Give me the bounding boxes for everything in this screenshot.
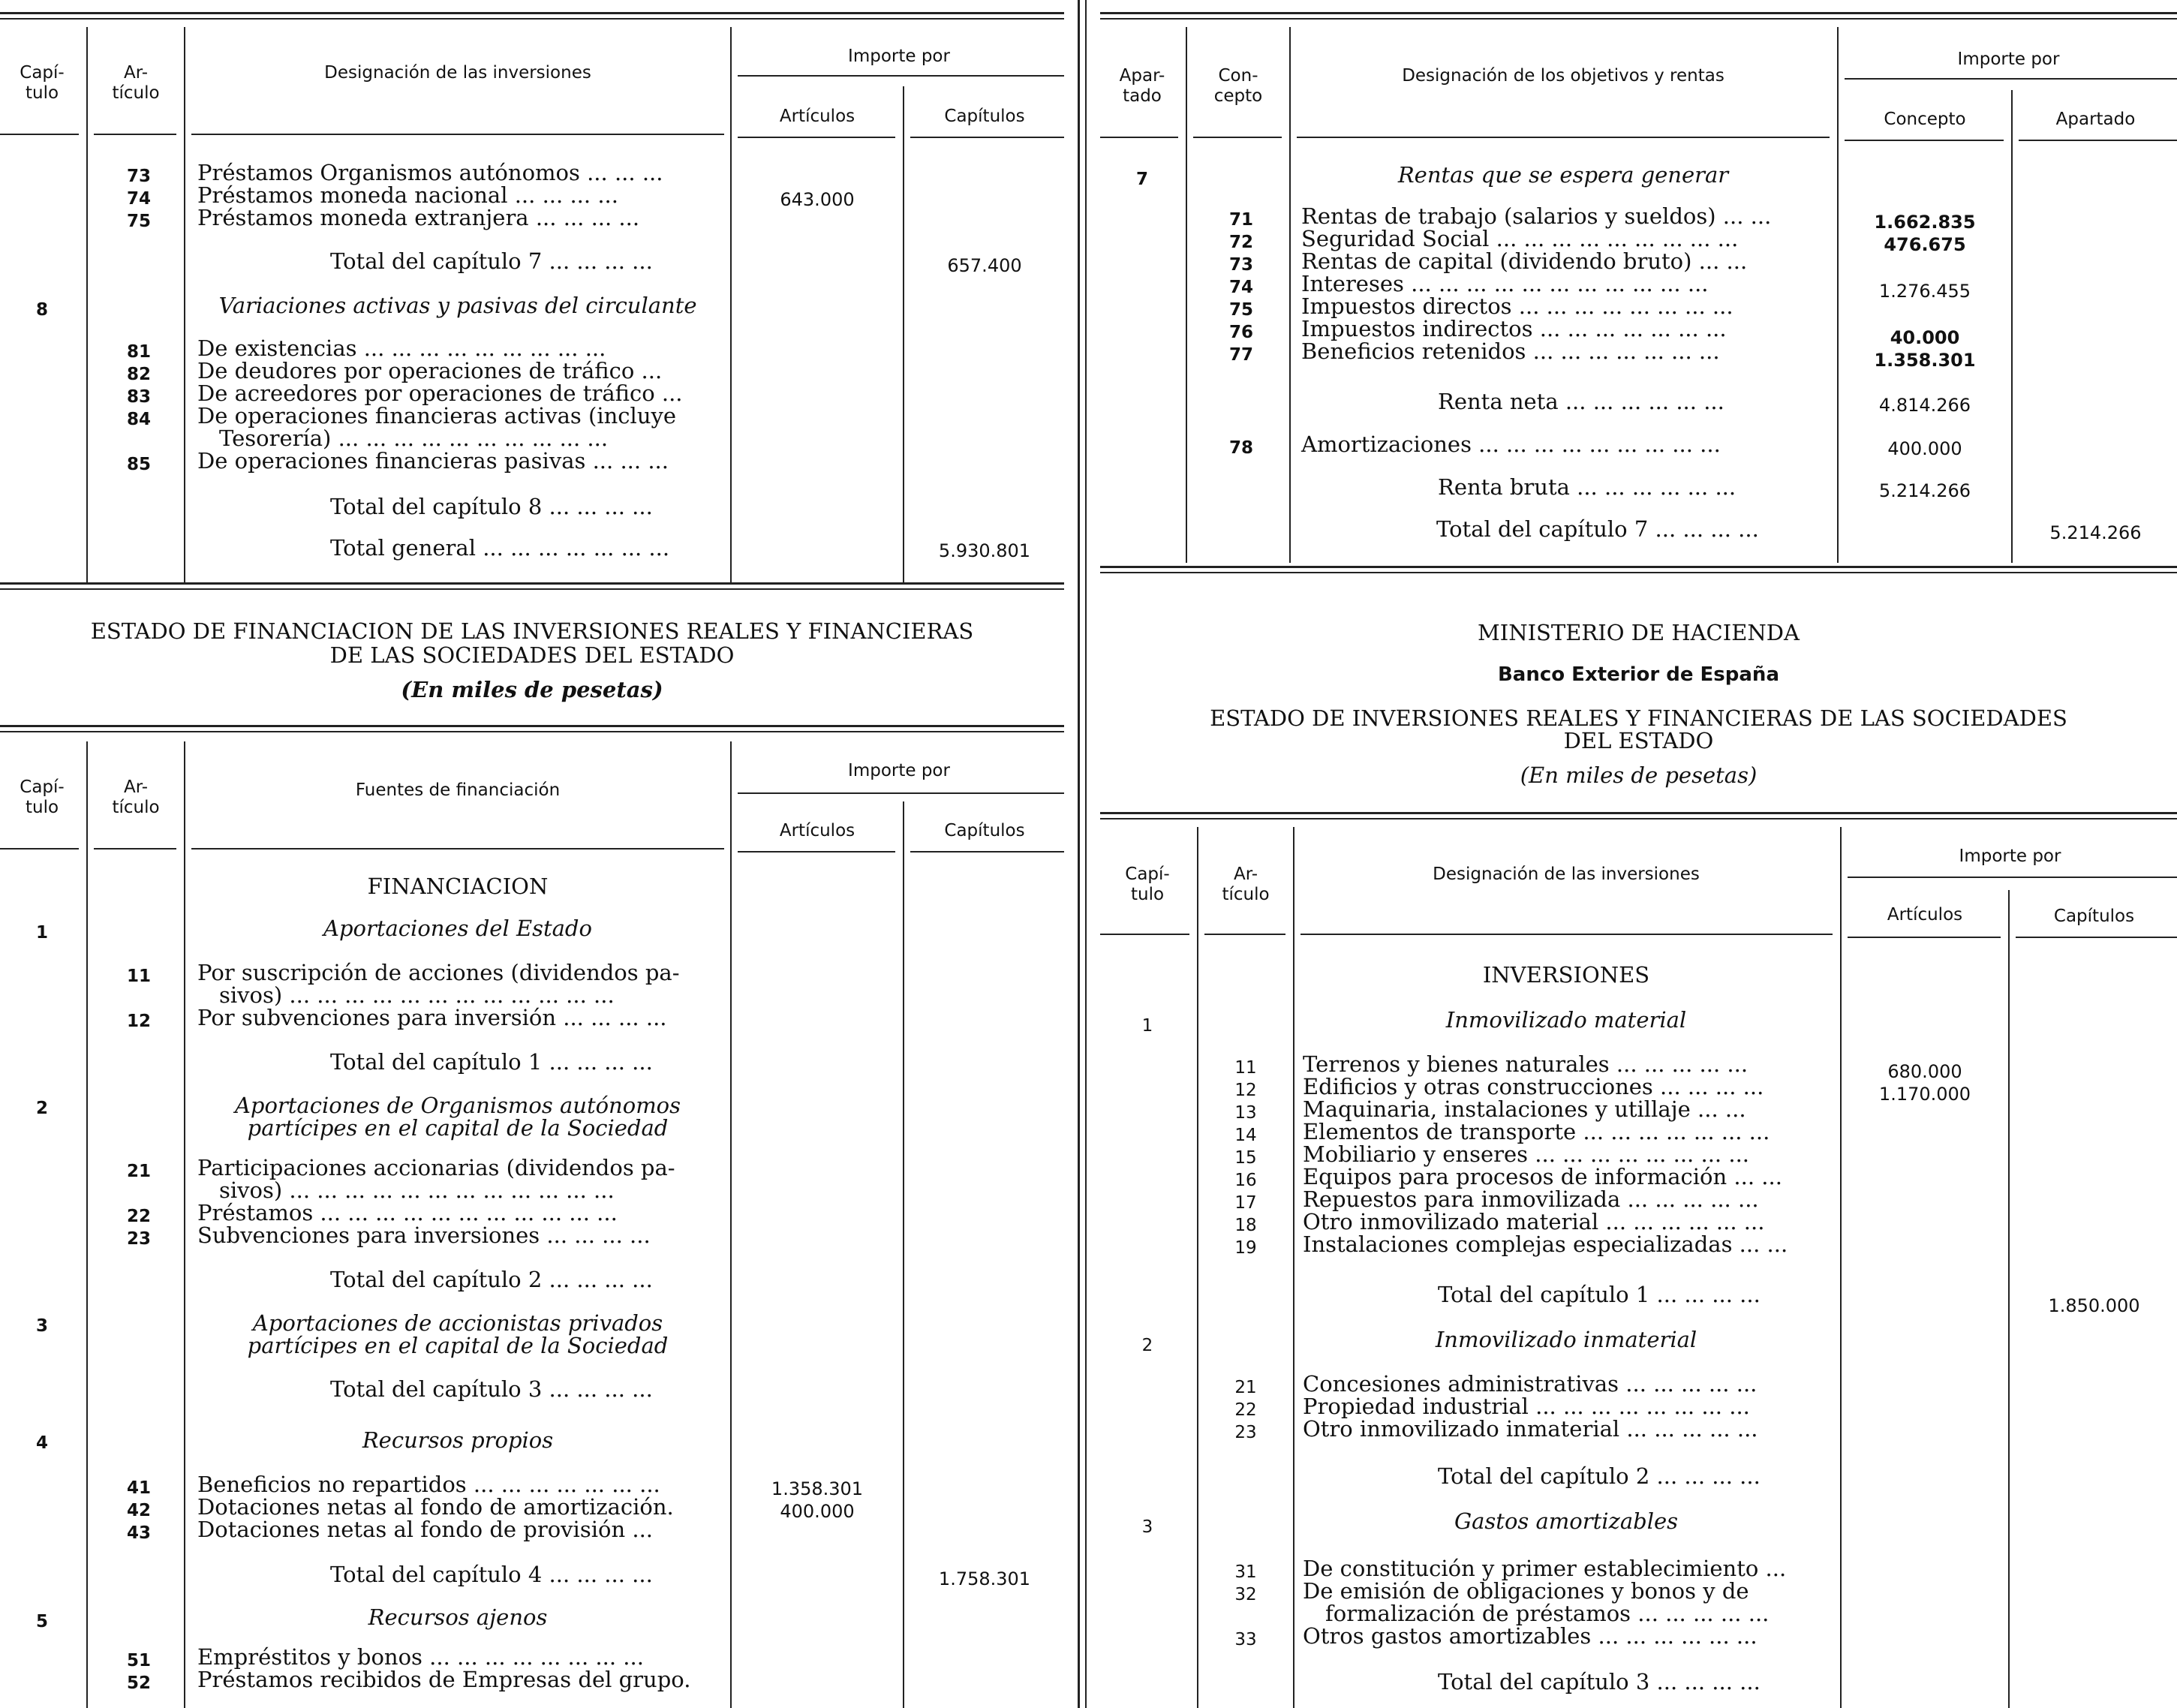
- article-number: 14: [1234, 1126, 1257, 1145]
- rule: [1848, 937, 2001, 938]
- row-text: Rentas de capital (dividendo bruto) ... ...: [1301, 248, 1748, 274]
- section-title: Inmovilizado material: [1445, 1007, 1687, 1033]
- header-apartado: Apar- tado: [1119, 66, 1165, 106]
- article-number: 22: [126, 1207, 151, 1226]
- article-number: 17: [1234, 1193, 1257, 1213]
- rule: [1193, 137, 1282, 138]
- rule: [1100, 572, 2177, 573]
- row-text: Intereses ... ... ... ... ... ... ... ... ... ... ...: [1301, 271, 1709, 296]
- rule: [1297, 137, 1830, 138]
- total-capitulo-8: Total del capítulo 8 ... ... ... ...: [330, 494, 653, 519]
- section-title: Aportaciones de Organismos autónomos: [234, 1093, 681, 1118]
- row-text: Beneficios no repartidos ... ... ... ... ... ... ...: [197, 1472, 660, 1497]
- rule: [86, 27, 88, 582]
- article-number: 18: [1234, 1216, 1257, 1235]
- article-number: 23: [126, 1229, 151, 1249]
- total-capitulo-3: Total del capítulo 3 ... ... ... ...: [1438, 1669, 1761, 1694]
- section-title: DEL ESTADO: [1563, 728, 1714, 753]
- article-number: 85: [126, 455, 151, 474]
- subtitle: (En miles de pesetas): [1520, 762, 1758, 788]
- row-text: De deudores por operaciones de tráfico ...: [197, 358, 663, 383]
- rule: [903, 86, 904, 582]
- header-articulo: Ar- tículo: [112, 63, 160, 103]
- article-number: 22: [1234, 1400, 1257, 1420]
- rule: [1100, 812, 2177, 814]
- article-number: 23: [1234, 1423, 1257, 1442]
- row-text: Concesiones administrativas ... ... ... ... ...: [1303, 1371, 1758, 1397]
- rule: [2011, 90, 2013, 563]
- rule: [0, 582, 1064, 585]
- row-text: Rentas de trabajo (salarios y sueldos) ... ...: [1301, 203, 1772, 229]
- rule: [0, 731, 1064, 732]
- article-number: 11: [126, 967, 151, 986]
- rule: [738, 75, 1064, 77]
- header-capitulos: Capítulos: [944, 107, 1025, 126]
- renta-neta: Renta neta ... ... ... ... ... ...: [1438, 389, 1724, 414]
- rule: [1100, 12, 2177, 14]
- header-importe-por: Importe por: [1959, 846, 2061, 866]
- concept-number: 71: [1228, 210, 1253, 230]
- row-text: De operaciones financieras pasivas ... ... ...: [197, 448, 669, 474]
- rule: [730, 27, 732, 582]
- article-number: 19: [1234, 1238, 1257, 1258]
- header-designacion: Designación de las inversiones: [324, 63, 591, 83]
- rule: [730, 741, 732, 1708]
- subtitle: (En miles de pesetas): [401, 677, 663, 702]
- article-number: 42: [126, 1501, 151, 1520]
- value-concepto: 1.662.835: [1874, 212, 1976, 233]
- row-text: Préstamos recibidos de Empresas del grupo.: [197, 1667, 691, 1692]
- header-capitulos: Capítulos: [2053, 907, 2135, 926]
- row-text: De emisión de obligaciones y bonos y de: [1303, 1578, 1749, 1604]
- row-text-cont: sivos) ... ... ... ... ... ... ... ... ... ... ... ...: [219, 1177, 615, 1203]
- rule: [738, 851, 895, 852]
- renta-bruta: Renta bruta ... ... ... ... ... ...: [1438, 474, 1736, 500]
- total-general: Total general ... ... ... ... ... ... ...: [330, 535, 670, 561]
- row-text: Subvenciones para inversiones ... ... ... ...: [197, 1222, 651, 1248]
- row-text: De operaciones financieras activas (incluye: [197, 403, 677, 429]
- value-concepto: 400.000: [1887, 438, 1962, 459]
- total-capitulo-2: Total del capítulo 2 ... ... ... ...: [1438, 1463, 1761, 1489]
- section-title: Gastos amortizables: [1454, 1508, 1679, 1534]
- header-articulo: Ar- tículo: [1222, 865, 1270, 904]
- section-title: Aportaciones del Estado: [323, 916, 592, 941]
- rule: [738, 137, 895, 138]
- article-number: 73: [126, 167, 151, 186]
- value-total-7: 657.400: [947, 255, 1022, 276]
- chapter-number: 1: [35, 923, 48, 943]
- article-number: 51: [126, 1651, 151, 1670]
- row-text: Terrenos y bienes naturales ... ... ... ... ...: [1303, 1051, 1749, 1077]
- value-articulos: 1.358.301: [771, 1478, 864, 1499]
- header-concepto-col: Concepto: [1884, 110, 1966, 129]
- column-divider: [1085, 0, 1087, 1708]
- rule: [1100, 18, 2177, 20]
- value-renta-bruta: 5.214.266: [1878, 480, 1971, 501]
- rule: [1289, 27, 1291, 563]
- row-text: Maquinaria, instalaciones y utillaje ... ...: [1303, 1096, 1746, 1122]
- column-divider: [1078, 0, 1080, 1708]
- rule: [1186, 27, 1187, 563]
- article-number: 33: [1234, 1630, 1257, 1649]
- rule: [1848, 877, 2177, 878]
- article-number: 13: [1234, 1103, 1257, 1123]
- article-number: 31: [1234, 1562, 1257, 1582]
- chapter-number: 8: [35, 300, 48, 320]
- chapter-number: 2: [35, 1099, 48, 1118]
- section-title: Rentas que se espera generar: [1397, 162, 1729, 188]
- header-importe-por: Importe por: [848, 47, 950, 66]
- row-text: Mobiliario y enseres ... ... ... ... ... ... ... ...: [1303, 1141, 1750, 1167]
- value-total-1: 1.850.000: [2048, 1295, 2140, 1316]
- row-text: De acreedores por operaciones de tráfico ...: [197, 380, 683, 406]
- rule: [0, 12, 1064, 14]
- section-title: partícipes en el capital de la Sociedad: [247, 1115, 669, 1141]
- rule: [738, 792, 1064, 794]
- rule: [2016, 937, 2177, 938]
- header-capitulos: Capítulos: [944, 821, 1025, 840]
- row-text: De existencias ... ... ... ... ... ... ... ... ...: [197, 335, 606, 361]
- rule: [1197, 827, 1198, 1708]
- row-text: Préstamos ... ... ... ... ... ... ... ... ... ... ...: [197, 1200, 618, 1225]
- row-text-cont: Tesorería) ... ... ... ... ... ... ... ... ... ...: [219, 425, 609, 451]
- value-concepto: 40.000: [1890, 327, 1960, 348]
- rule: [1840, 827, 1842, 1708]
- row-text-cont: formalización de préstamos ... ... ... ... ...: [1325, 1601, 1770, 1626]
- section-title: Variaciones activas y pasivas del circulante: [218, 293, 697, 318]
- rule: [1100, 818, 2177, 819]
- row-text: Impuestos indirectos ... ... ... ... ... ... ...: [1301, 316, 1727, 341]
- header-articulos: Artículos: [779, 821, 855, 840]
- rule: [0, 848, 79, 849]
- header-articulos: Artículos: [779, 107, 855, 126]
- value-total-general: 5.930.801: [938, 540, 1031, 561]
- row-text: Por subvenciones para inversión ... ... ... ...: [197, 1005, 667, 1030]
- rule: [184, 741, 185, 1708]
- total-capitulo-7: Total del capítulo 7 ... ... ... ...: [330, 248, 653, 274]
- row-text: Empréstitos y bonos ... ... ... ... ... ... ... ...: [197, 1644, 644, 1670]
- row-text: Repuestos para inmovilizada ... ... ... ... ...: [1303, 1186, 1759, 1212]
- chapter-number: 3: [1141, 1517, 1153, 1537]
- rule: [910, 137, 1064, 138]
- row-text: Seguridad Social ... ... ... ... ... ... ... ... ...: [1301, 226, 1739, 251]
- heading-inversiones: INVERSIONES: [1482, 962, 1650, 988]
- row-text: Dotaciones netas al fondo de amortización.: [197, 1494, 674, 1520]
- chapter-number: 3: [35, 1316, 48, 1336]
- row-text: Instalaciones complejas especializadas ... ...: [1303, 1231, 1788, 1257]
- section-title: ESTADO DE FINANCIACION DE LAS INVERSIONES REALES Y FINANCIERAS: [90, 618, 974, 644]
- rule: [910, 851, 1064, 852]
- chapter-number: 5: [35, 1612, 48, 1631]
- value-total-4: 1.758.301: [938, 1568, 1031, 1589]
- rule: [0, 588, 1064, 590]
- row-text: De constitución y primer establecimiento ...: [1303, 1556, 1787, 1581]
- header-importe-por: Importe por: [1957, 50, 2060, 69]
- article-number: 43: [126, 1523, 151, 1543]
- row-text: Beneficios retenidos ... ... ... ... ... ... ...: [1301, 338, 1720, 364]
- rule: [94, 848, 176, 849]
- rule: [1300, 934, 1833, 935]
- rule: [1100, 934, 1189, 935]
- header-capitulo: Capí- tulo: [1125, 865, 1170, 904]
- rule: [0, 134, 79, 135]
- total-capitulo-7: Total del capítulo 7 ... ... ... ...: [1436, 516, 1759, 542]
- total-capitulo-2: Total del capítulo 2 ... ... ... ...: [330, 1267, 653, 1292]
- rule: [1204, 934, 1285, 935]
- header-articulos: Artículos: [1887, 905, 1963, 925]
- concept-number: 75: [1228, 300, 1253, 320]
- rule: [191, 134, 724, 135]
- row-text: Préstamos moneda nacional ... ... ... ...: [197, 182, 618, 208]
- row-text: Edificios y otras construcciones ... ... ... ...: [1303, 1074, 1764, 1099]
- total-capitulo-1: Total del capítulo 1 ... ... ... ...: [1438, 1282, 1761, 1307]
- section-title: Recursos ajenos: [368, 1604, 548, 1630]
- rule: [184, 27, 185, 582]
- value-renta-neta: 4.814.266: [1878, 395, 1971, 416]
- section-title: DE LAS SOCIEDADES DEL ESTADO: [329, 642, 735, 668]
- rule: [2008, 890, 2010, 1708]
- row-text: Equipos para procesos de información ... ...: [1303, 1164, 1782, 1189]
- chapter-number: 7: [1135, 170, 1148, 189]
- section-title: Inmovilizado inmaterial: [1435, 1327, 1697, 1352]
- rule: [0, 18, 1064, 20]
- article-number: 84: [126, 410, 151, 429]
- article-number: 21: [1234, 1378, 1257, 1397]
- rule: [1845, 140, 2004, 141]
- article-number: 16: [1234, 1171, 1257, 1190]
- row-text: Préstamos moneda extranjera ... ... ... ...: [197, 205, 640, 230]
- concept-number: 77: [1228, 345, 1253, 365]
- section-title: ESTADO DE INVERSIONES REALES Y FINANCIERAS DE LAS SOCIEDADES: [1210, 705, 2067, 731]
- total-capitulo-1: Total del capítulo 1 ... ... ... ...: [330, 1049, 653, 1075]
- article-number: 32: [1234, 1585, 1257, 1604]
- value-concepto: 1.276.455: [1878, 281, 1971, 302]
- article-number: 15: [1234, 1148, 1257, 1168]
- total-capitulo-3: Total del capítulo 3 ... ... ... ...: [330, 1376, 653, 1402]
- value-articulos: 643.000: [780, 189, 855, 210]
- rule: [2019, 140, 2177, 141]
- concept-number: 74: [1228, 278, 1253, 297]
- article-number: 82: [126, 365, 151, 384]
- rule: [1100, 566, 2177, 568]
- article-number: 83: [126, 387, 151, 407]
- chapter-number: 4: [35, 1433, 48, 1453]
- rule: [903, 801, 904, 1708]
- header-fuentes: Fuentes de financiación: [355, 780, 561, 800]
- header-capitulo: Capí- tulo: [20, 63, 65, 103]
- article-number: 75: [126, 212, 151, 231]
- section-title: partícipes en el capital de la Sociedad: [247, 1333, 669, 1358]
- row-text: Elementos de transporte ... ... ... ... ... ... ...: [1303, 1119, 1770, 1144]
- row-text: Por suscripción de acciones (dividendos pa-: [197, 960, 680, 985]
- header-capitulo: Capí- tulo: [20, 777, 65, 817]
- row-text: Dotaciones netas al fondo de provisión ...: [197, 1517, 654, 1542]
- total-capitulo-4: Total del capítulo 4 ... ... ... ...: [330, 1562, 653, 1587]
- value-concepto: 1.358.301: [1874, 350, 1976, 371]
- article-number: 41: [126, 1478, 151, 1498]
- article-number: 81: [126, 342, 151, 362]
- concept-number: 73: [1228, 255, 1253, 275]
- ministry-title: MINISTERIO DE HACIENDA: [1478, 620, 1800, 645]
- article-number: 21: [126, 1162, 151, 1181]
- concept-number: 76: [1228, 323, 1253, 342]
- header-importe-por: Importe por: [848, 761, 950, 780]
- value-articulos: 1.170.000: [1878, 1084, 1971, 1105]
- header-designacion: Designación de los objetivos y rentas: [1402, 66, 1724, 86]
- header-articulo: Ar- tículo: [112, 777, 160, 817]
- row-text: Amortizaciones ... ... ... ... ... ... ... ... ...: [1301, 432, 1721, 457]
- rule: [191, 848, 724, 849]
- chapter-number: 1: [1141, 1016, 1153, 1036]
- concept-number: 78: [1228, 438, 1253, 458]
- rule: [0, 725, 1064, 727]
- row-text: Otros gastos amortizables ... ... ... ... ... ...: [1303, 1623, 1758, 1649]
- rule: [1293, 827, 1294, 1708]
- section-title: Aportaciones de accionistas privados: [252, 1310, 663, 1336]
- row-text: Propiedad industrial ... ... ... ... ... ... ... ...: [1303, 1394, 1750, 1419]
- concept-number: 72: [1228, 233, 1253, 252]
- row-text: Participaciones accionarias (dividendos pa-: [197, 1155, 675, 1180]
- row-text-cont: sivos) ... ... ... ... ... ... ... ... ... ... ... ...: [219, 982, 615, 1008]
- row-text: Otro inmovilizado material ... ... ... ... ... ...: [1303, 1209, 1765, 1234]
- rule: [94, 134, 176, 135]
- row-text: Préstamos Organismos autónomos ... ... ...: [197, 160, 663, 185]
- value-concepto: 476.675: [1884, 234, 1966, 255]
- value-articulos: 400.000: [780, 1501, 855, 1522]
- value-total-7: 5.214.266: [2049, 522, 2142, 543]
- article-number: 12: [126, 1012, 151, 1031]
- heading-financiacion: FINANCIACION: [367, 874, 549, 899]
- header-designacion: Designación de las inversiones: [1433, 865, 1700, 884]
- article-number: 11: [1234, 1058, 1257, 1078]
- header-apartado-col: Apartado: [2055, 110, 2136, 129]
- value-articulos: 680.000: [1887, 1061, 1962, 1082]
- chapter-number: 2: [1141, 1336, 1153, 1355]
- rule: [1837, 27, 1839, 563]
- rule: [1845, 78, 2177, 80]
- article-number: 74: [126, 189, 151, 209]
- row-text: Impuestos directos ... ... ... ... ... ... ... ...: [1301, 293, 1733, 319]
- row-text: Otro inmovilizado inmaterial ... ... ... ... ...: [1303, 1416, 1758, 1442]
- header-concepto: Con- cepto: [1213, 66, 1263, 106]
- article-number: 52: [126, 1673, 151, 1693]
- article-number: 12: [1234, 1081, 1257, 1100]
- section-title: Recursos propios: [362, 1427, 554, 1453]
- rule: [86, 741, 88, 1708]
- rule: [1100, 137, 1178, 138]
- bank-name: Banco Exterior de España: [1497, 663, 1779, 686]
